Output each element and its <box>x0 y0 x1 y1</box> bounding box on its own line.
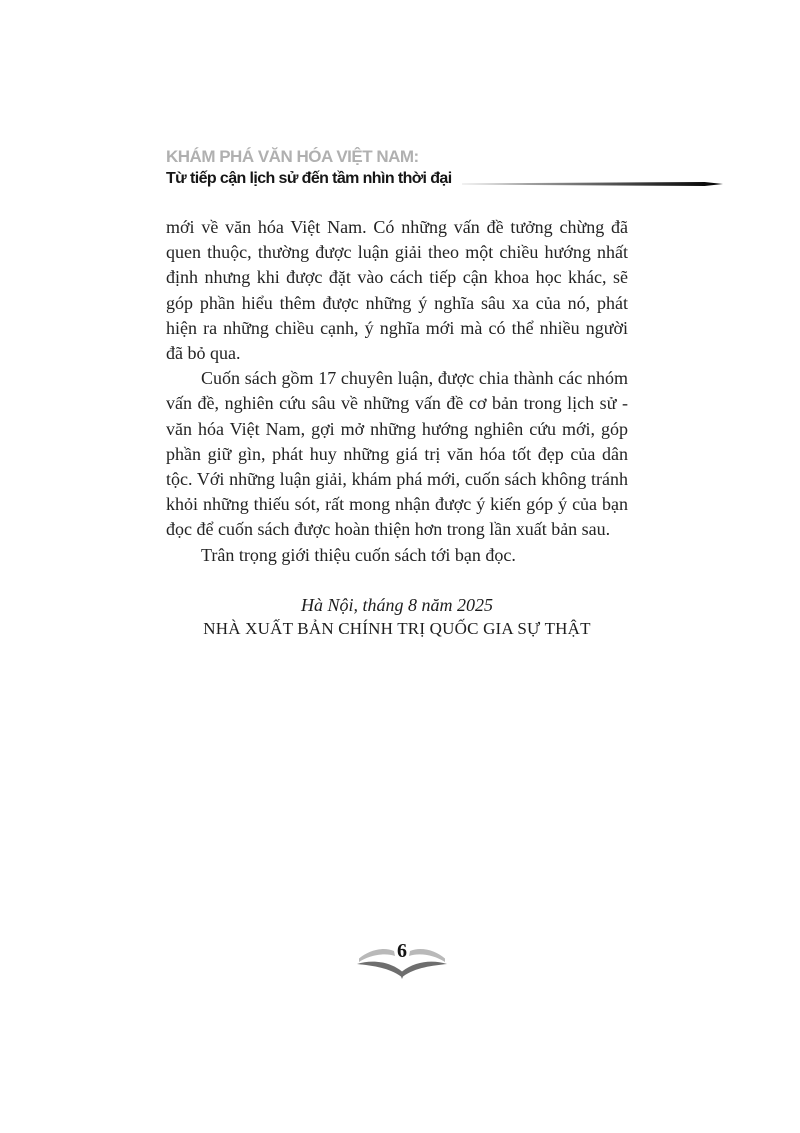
page-number: 6 <box>397 940 407 962</box>
publisher-name: NHÀ XUẤT BẢN CHÍNH TRỊ QUỐC GIA SỰ THẬT <box>203 618 591 638</box>
signature-block <box>166 593 628 641</box>
paragraph: Cuốn sách gồm 17 chuyên luận, được chia thành các nhóm vấn đề, nghiên cứu sâu về những vấn đề cơ bản trong lịch sử - văn hóa Việt Nam, gợi mở những hướng nghiên cứu mới, góp phần giữ gìn, phát huy những giá trị văn hóa tốt đẹp của dân tộc. Với những luận giải, khám phá mới, cuốn sách không tránh khỏi những thiếu sót, rất mong nhận được ý kiến góp ý của bạn đọc để cuốn sách được hoàn thiện hơn trong lần xuất bản sau. <box>166 368 628 540</box>
dateline: Hà Nội, tháng 8 năm 2025 <box>300 594 493 615</box>
header-subtitle-row <box>166 168 723 189</box>
paragraph: mới về văn hóa Việt Nam. Có những vấn đề tưởng chừng đã quen thuộc, thường được luận giải theo một chiều hướng nhất định nhưng khi được đặt vào cách tiếp cận khoa học khác, sẽ góp phần hiểu thêm được những ý nghĩa sâu xa của nó, phát hiện ra những chiều cạnh, ý nghĩa mới mà có thể nhiều người đã bỏ qua. <box>166 217 628 364</box>
body-text <box>166 215 628 568</box>
page-content <box>166 146 723 641</box>
header-rule-divider <box>462 182 723 186</box>
series-title: KHÁM PHÁ VĂN HÓA VIỆT NAM: <box>166 147 419 166</box>
book-subtitle: Từ tiếp cận lịch sử đến tầm nhìn thời đại <box>166 170 452 187</box>
page-footer <box>356 938 448 982</box>
paragraph: Trân trọng giới thiệu cuốn sách tới bạn đọc. <box>201 544 516 565</box>
